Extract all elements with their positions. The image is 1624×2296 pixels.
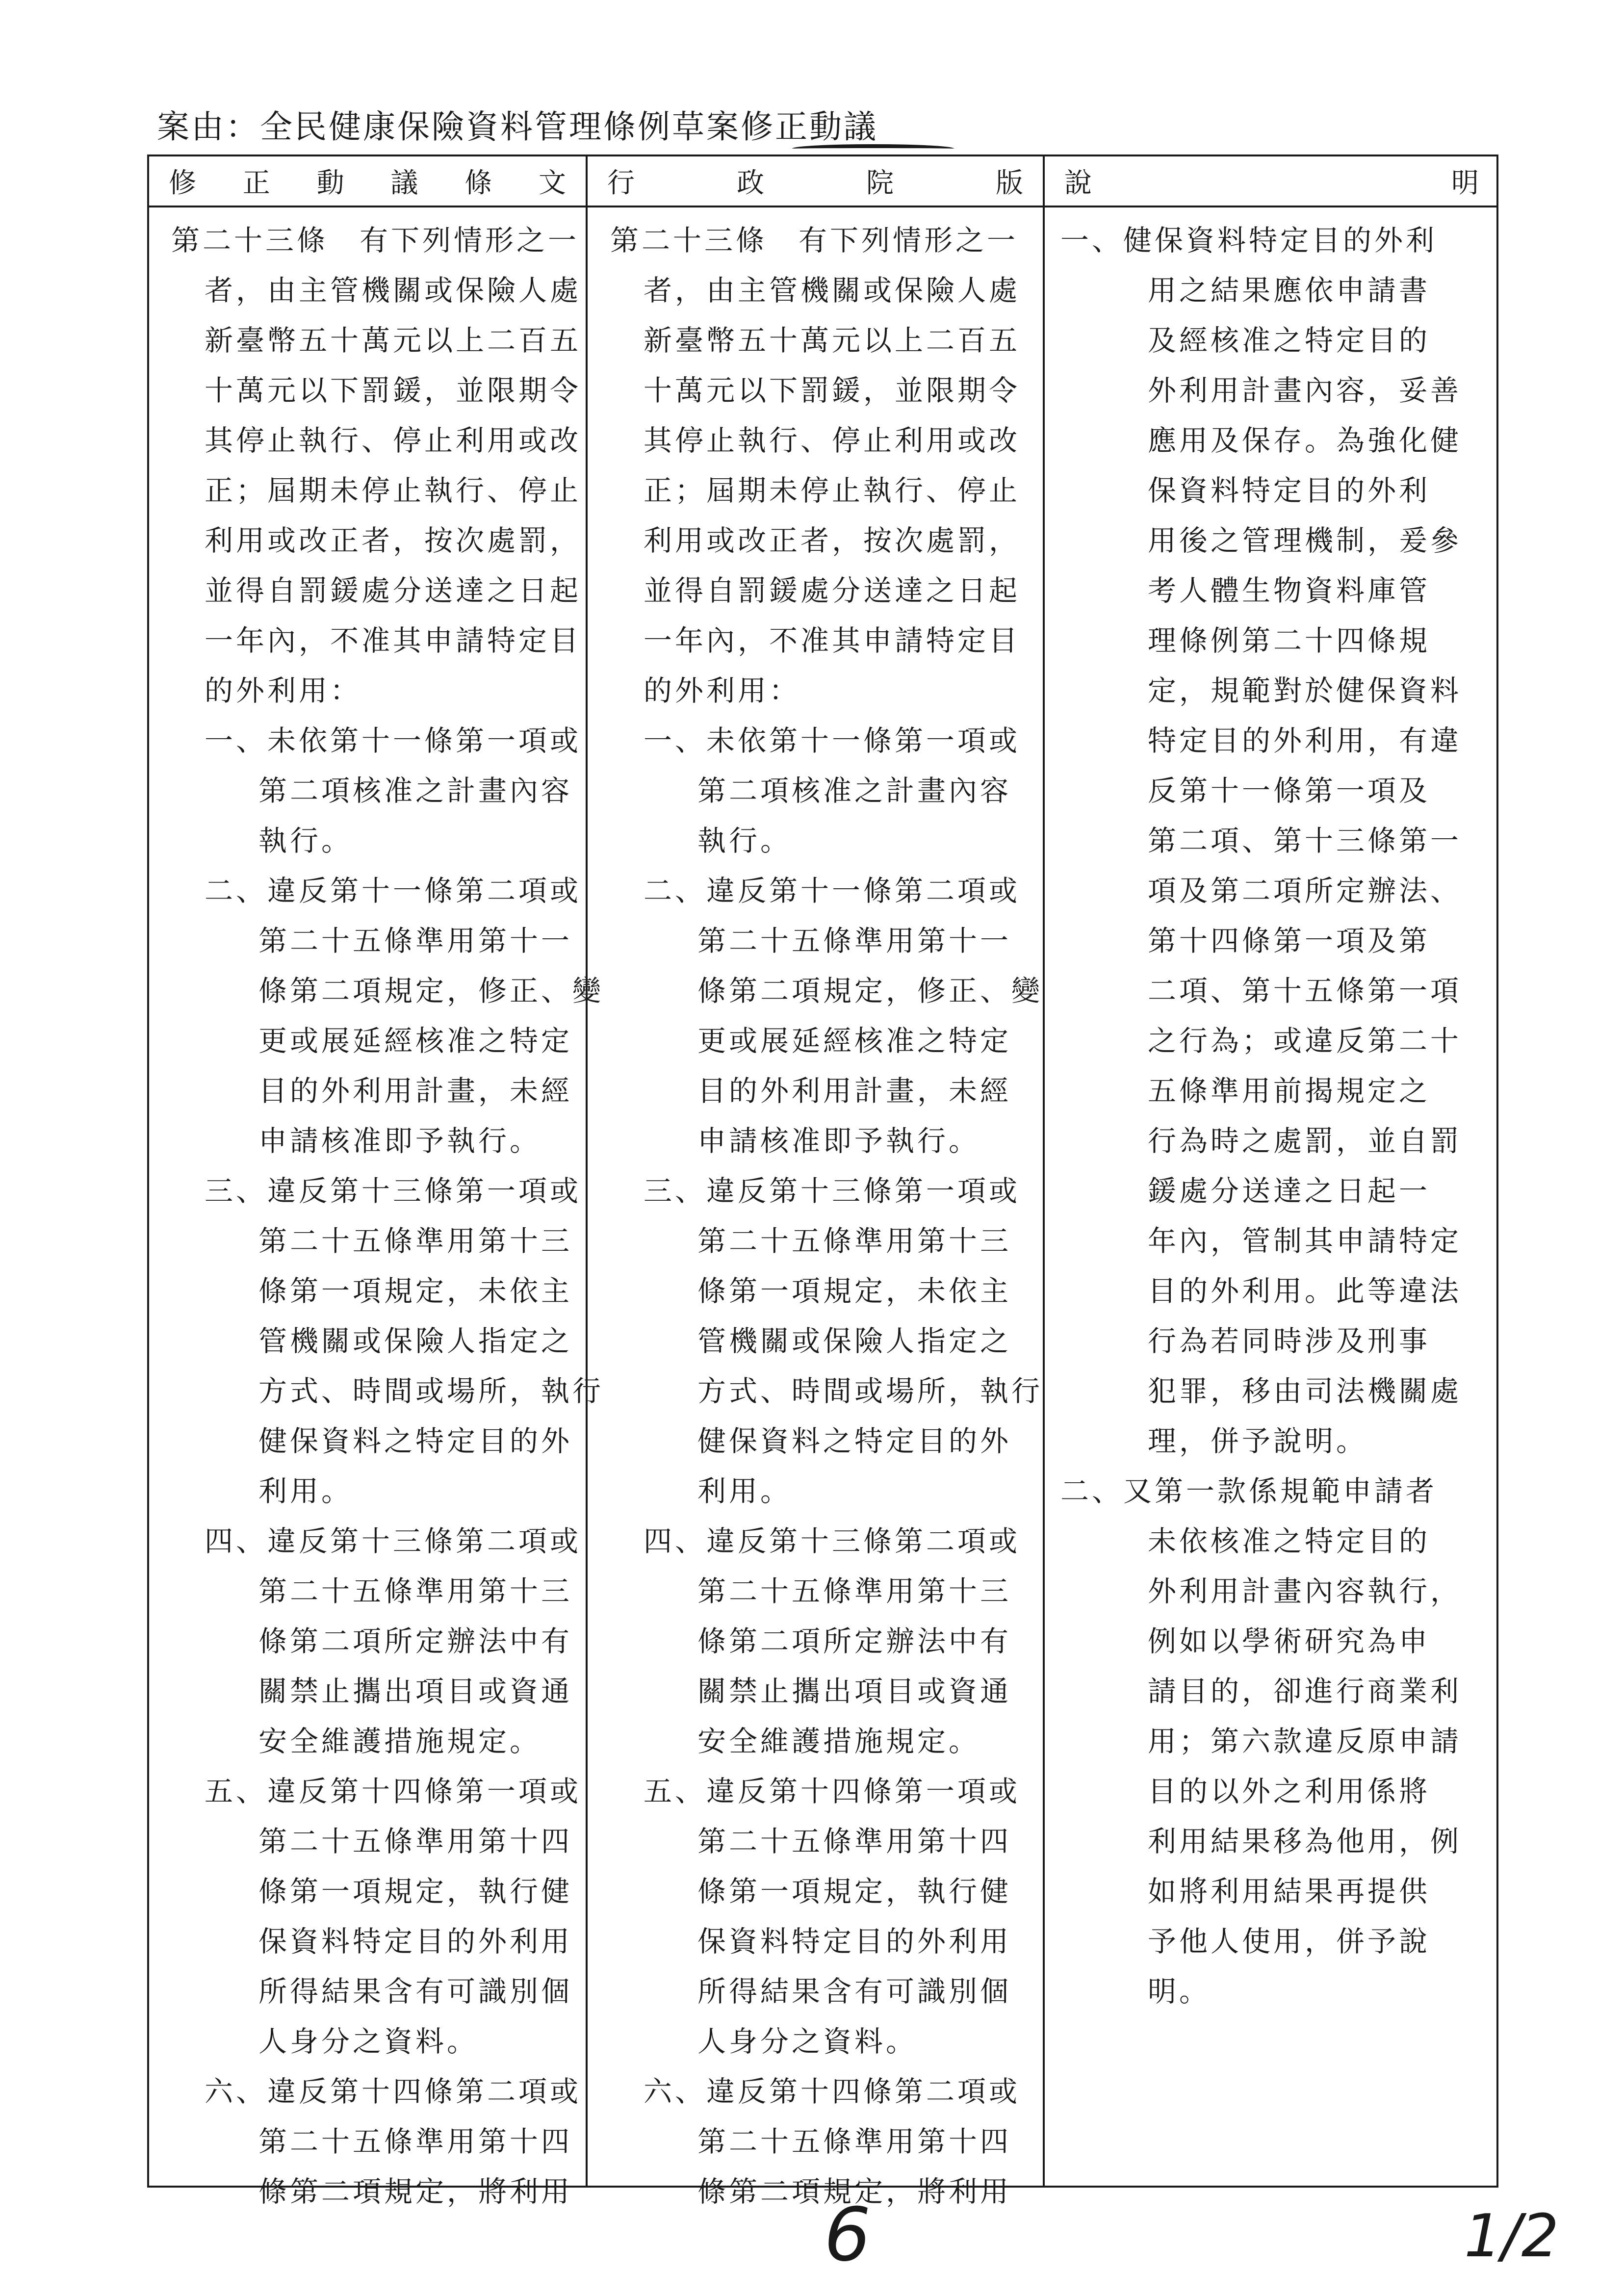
text-line: 條第二項所定辦法中有 [697,1625,1012,1658]
text-line: 條第一項規定，未依主 [697,1274,1012,1308]
text-line: 五、違反第十四條第一項或 [644,1775,1021,1808]
text-line: 更或展延經核准之特定 [258,1024,573,1058]
handwritten-page-number: 6 [824,2193,871,2278]
text-line: 五條準用前揭規定之 [1148,1074,1431,1108]
text-line: 例如以學術研究為申 [1148,1625,1431,1658]
text-line: 用之結果應依申請書 [1148,274,1431,307]
text-line: 安全維護措施規定。 [258,1725,541,1758]
text-line: 新臺幣五十萬元以上二百五 [644,324,1021,357]
text-line: 予他人使用，併予說 [1148,1925,1431,1958]
text-line: 第二十五條準用第十三 [697,1574,1012,1608]
header-char: 正 [242,167,270,199]
header-executive-yuan [588,156,1043,206]
text-line: 其停止執行、停止利用或改 [644,424,1021,457]
text-line: 第二十五條準用第十三 [258,1574,573,1608]
text-line: 一、健保資料特定目的外利 [1060,224,1438,257]
text-line: 行為若同時涉及刑事 [1148,1324,1431,1358]
header-char: 文 [538,167,566,199]
text-line: 安全維護措施規定。 [697,1725,980,1758]
text-line: 正；屆期未停止執行、停止 [644,474,1021,507]
text-line: 方式、時間或場所，執行 [697,1374,1043,1408]
text-line: 項及第二項所定辦法、 [1148,874,1462,907]
text-line: 其停止執行、停止利用或改 [205,424,582,457]
text-line: 第二十三條 有下列情形之一 [610,224,1019,257]
text-line: 一、未依第十一條第一項或 [644,724,1021,757]
text-line: 保資料特定目的外利用 [697,1925,1012,1958]
header-char: 議 [390,167,418,199]
text-line: 條第二項規定，將利用 [258,2175,573,2208]
text-line: 用後之管理機制，爰參 [1148,524,1462,557]
text-line: 新臺幣五十萬元以上二百五 [205,324,582,357]
text-line: 第二十五條準用第十一 [697,924,1012,957]
text-line: 六、違反第十四條第二項或 [205,2075,582,2108]
text-line: 第二項核准之計畫內容 [697,774,1012,807]
text-line: 如將利用結果再提供 [1148,1875,1431,1908]
text-line: 一年內，不准其申請特定目 [644,624,1021,657]
text-line: 保資料特定目的外利用 [258,1925,573,1958]
handwritten-sheet-number: 1/2 [1464,2202,1559,2270]
text-line: 的外利用： [205,674,362,707]
text-line: 目的外利用。此等違法 [1148,1274,1462,1308]
text-line: 及經核准之特定目的 [1148,324,1431,357]
text-line: 第二十五條準用第十四 [697,1825,1012,1858]
amendment-text-column [171,215,604,2217]
text-line: 特定目的外利用，有違 [1148,724,1462,757]
text-line: 明。 [1148,1975,1211,2008]
text-line: 保資料特定目的外利 [1148,474,1431,507]
header-char: 修 [169,167,196,199]
text-line: 第二十五條準用第十一 [258,924,573,957]
text-line: 執行。 [697,824,792,857]
text-line: 外利用計畫內容執行， [1148,1574,1462,1608]
column-divider [1043,156,1045,2186]
text-line: 方式、時間或場所，執行 [258,1374,604,1408]
text-line: 四、違反第十三條第二項或 [644,1524,1021,1558]
text-line: 三、違反第十三條第一項或 [644,1174,1021,1208]
text-line: 理條例第二十四條規 [1148,624,1431,657]
text-line: 管機關或保險人指定之 [258,1324,573,1358]
text-line: 二、違反第十一條第二項或 [205,874,582,907]
text-line: 請目的，卻進行商業利 [1148,1675,1462,1708]
text-line: 申請核准即予執行。 [697,1124,980,1158]
text-line: 第二十五條準用第十四 [697,2125,1012,2158]
title-underline [792,144,954,153]
text-line: 更或展延經核准之特定 [697,1024,1012,1058]
text-line: 者，由主管機關或保險人處 [205,274,582,307]
text-line: 反第十一條第一項及 [1148,774,1431,807]
header-char: 說 [1064,167,1092,199]
header-char: 院 [866,167,894,199]
text-line: 未依核准之特定目的 [1148,1524,1431,1558]
text-line: 條第二項規定，修正、變 [258,974,604,1007]
text-line: 人身分之資料。 [697,2025,918,2058]
text-line: 第二十五條準用第十四 [258,1825,573,1858]
text-line: 並得自罰鍰處分送達之日起 [205,574,582,607]
header-divider [149,206,1496,207]
text-line: 二項、第十五條第一項 [1148,974,1462,1007]
text-line: 目的外利用計畫，未經 [697,1074,1012,1108]
text-line: 健保資料之特定目的外 [697,1424,1012,1458]
text-line: 正；屆期未停止執行、停止 [205,474,582,507]
text-line: 條第二項所定辦法中有 [258,1625,573,1658]
text-line: 二、又第一款係規範申請者 [1060,1474,1438,1508]
header-char: 明 [1451,167,1479,199]
text-line: 關禁止攜出項目或資通 [258,1675,573,1708]
text-line: 第十四條第一項及第 [1148,924,1431,957]
text-line: 條第一項規定，未依主 [258,1274,573,1308]
text-line: 條第二項規定，修正、變 [697,974,1043,1007]
header-amendment [149,156,586,206]
text-line: 考人體生物資料庫管 [1148,574,1431,607]
header-char: 行 [607,167,635,199]
text-line: 第二項核准之計畫內容 [258,774,573,807]
text-line: 執行。 [258,824,353,857]
text-line: 申請核准即予執行。 [258,1124,541,1158]
text-line: 第二十五條準用第十三 [697,1224,1012,1258]
text-line: 十萬元以下罰鍰，並限期令 [644,374,1021,407]
text-line: 利用或改正者，按次處罰， [644,524,1021,557]
header-explanation [1045,156,1498,206]
text-line: 所得結果含有可識別個 [697,1975,1012,2008]
text-line: 目的外利用計畫，未經 [258,1074,573,1108]
text-line: 條第二項規定，將利用 [697,2175,1012,2208]
text-line: 並得自罰鍰處分送達之日起 [644,574,1021,607]
text-line: 利用結果移為他用，例 [1148,1825,1462,1858]
header-char: 政 [737,167,764,199]
text-line: 第二項、第十三條第一 [1148,824,1462,857]
text-line: 外利用計畫內容，妥善 [1148,374,1462,407]
text-line: 條第一項規定，執行健 [258,1875,573,1908]
text-line: 利用。 [697,1474,792,1508]
page-title: 案由：全民健康保險資料管理條例草案修正動議 [157,108,878,146]
text-line: 健保資料之特定目的外 [258,1424,573,1458]
text-line: 鍰處分送達之日起一 [1148,1174,1431,1208]
text-line: 一年內，不准其申請特定目 [205,624,582,657]
text-line: 應用及保存。為強化健 [1148,424,1462,457]
explanation-text-column [1060,215,1499,2016]
text-line: 的外利用： [644,674,801,707]
text-line: 第二十五條準用第十四 [258,2125,573,2158]
text-line: 之行為；或違反第二十 [1148,1024,1462,1058]
text-line: 用；第六款違反原申請 [1148,1725,1462,1758]
text-line: 利用或改正者，按次處罰， [205,524,582,557]
text-line: 一、未依第十一條第一項或 [205,724,582,757]
text-line: 行為時之處罰，並自罰 [1148,1124,1462,1158]
text-line: 定，規範對於健保資料 [1148,674,1462,707]
text-line: 關禁止攜出項目或資通 [697,1675,1012,1708]
text-line: 條第一項規定，執行健 [697,1875,1012,1908]
text-line: 目的以外之利用係將 [1148,1775,1431,1808]
text-line: 十萬元以下罰鍰，並限期令 [205,374,582,407]
header-char: 動 [316,167,344,199]
text-line: 犯罪，移由司法機關處 [1148,1374,1462,1408]
text-line: 所得結果含有可識別個 [258,1975,573,2008]
text-line: 年內，管制其申請特定 [1148,1224,1462,1258]
text-line: 管機關或保險人指定之 [697,1324,1012,1358]
header-char: 條 [464,167,492,199]
text-line: 三、違反第十三條第一項或 [205,1174,582,1208]
text-line: 利用。 [258,1474,353,1508]
executive-yuan-text-column [610,215,1042,2217]
text-line: 人身分之資料。 [258,2025,479,2058]
text-line: 第二十三條 有下列情形之一 [171,224,580,257]
text-line: 四、違反第十三條第二項或 [205,1524,582,1558]
text-line: 二、違反第十一條第二項或 [644,874,1021,907]
column-divider [586,156,588,2186]
header-char: 版 [996,167,1023,199]
text-line: 六、違反第十四條第二項或 [644,2075,1021,2108]
comparison-table [147,155,1498,2208]
text-line: 理，併予說明。 [1148,1424,1368,1458]
text-line: 者，由主管機關或保險人處 [644,274,1021,307]
text-line: 五、違反第十四條第一項或 [205,1775,582,1808]
text-line: 第二十五條準用第十三 [258,1224,573,1258]
